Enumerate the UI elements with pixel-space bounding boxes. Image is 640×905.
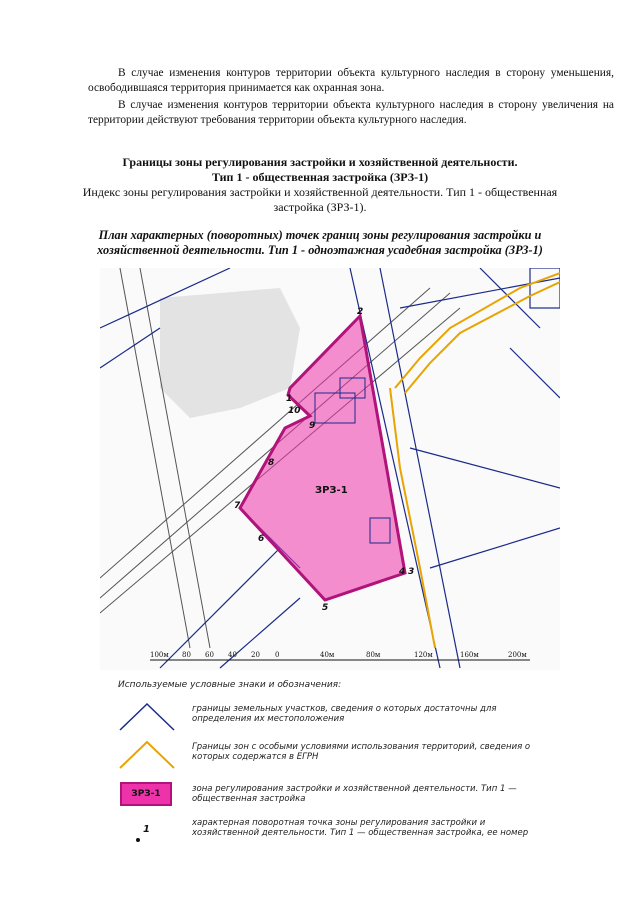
legend-title: Используемые условные знаки и обозначения: [118, 680, 342, 690]
point-3: 3 [408, 567, 415, 577]
svg-text:60: 60 [205, 651, 214, 659]
point-1: 1 [286, 394, 293, 404]
zone-label: ЗРЗ-1 [315, 485, 348, 496]
svg-text:80м: 80м [366, 651, 381, 659]
turning-point-number: 1 [143, 824, 150, 835]
point-7: 7 [234, 501, 241, 511]
svg-text:20: 20 [251, 651, 260, 659]
point-8: 8 [268, 458, 275, 468]
plan-title: План характерных (поворотных) точек границ зоны регулирования застройки и хозяйственной деятельности. Тип 1 - одноэтажная усадебная застройка (ЗРЗ-1) [97, 228, 543, 257]
point-4: 4 [399, 567, 406, 577]
zone-badge-icon: ЗРЗ-1 [120, 782, 172, 806]
svg-text:40: 40 [228, 651, 237, 659]
blue-parcel-line-icon [118, 700, 176, 734]
heading-zone-boundaries: Границы зоны регулирования застройки и хозяйственной деятельности. [122, 155, 518, 169]
point-5: 5 [322, 603, 329, 613]
svg-text:100м: 100м [150, 651, 169, 659]
paragraph-2: В случае изменения контуров территории объекта культурного наследия в сторону увеличения на территории действуют требования территории объекта культурного наследия. [88, 99, 614, 126]
paragraph-1: В случае изменения контуров территории объекта культурного наследия в сторону уменьшения, освободившаяся территория принимается как охранная зона. [88, 67, 614, 94]
svg-text:120м: 120м [414, 651, 433, 659]
point-9: 9 [309, 421, 316, 431]
orange-zone-line-icon [118, 738, 176, 772]
svg-text:0: 0 [275, 651, 280, 659]
svg-text:80: 80 [182, 651, 191, 659]
heading-zone-type: Тип 1 - общественная застройка (ЗРЗ-1) [211, 170, 429, 184]
point-6: 6 [258, 534, 265, 544]
svg-text:160м: 160м [460, 651, 479, 659]
point-10: 10 [288, 406, 301, 416]
svg-text:40м: 40м [320, 651, 335, 659]
point-2: 2 [357, 307, 364, 317]
cadastral-map [100, 268, 560, 670]
zone-index-line: Индекс зоны регулирования застройки и хозяйственной деятельности. Тип 1 - общественная застройка (ЗРЗ-1). [82, 185, 558, 214]
svg-text:200м: 200м [508, 651, 527, 659]
